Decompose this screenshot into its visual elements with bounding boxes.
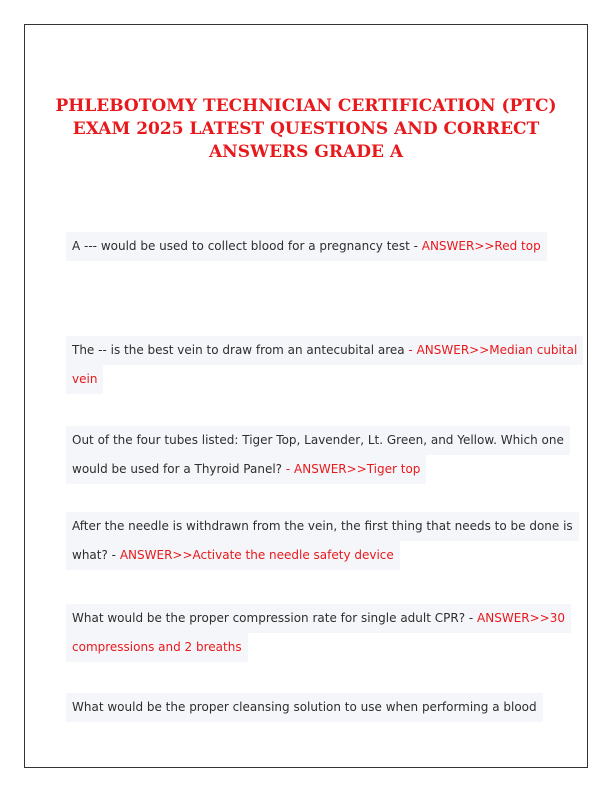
- question-text: would be used for a Thyroid Panel?: [72, 462, 286, 476]
- qa-line: [66, 232, 547, 261]
- question-item-5: [66, 604, 565, 662]
- question-text: A --- would be used to collect blood for a pregnancy test -: [72, 239, 422, 253]
- qa-line: [66, 541, 400, 570]
- qa-line: [66, 604, 571, 633]
- question-item-6: [66, 693, 546, 722]
- qa-line: [66, 336, 583, 365]
- document-title: [40, 95, 572, 164]
- question-item-3: [66, 426, 564, 484]
- question-item-2: [66, 336, 578, 394]
- answer-text: compressions and 2 breaths: [72, 640, 242, 654]
- question-text: The -- is the best vein to draw from an antecubital area: [72, 343, 409, 357]
- title-line-3: ANSWERS GRADE A: [208, 142, 404, 162]
- qa-line: [66, 455, 426, 484]
- question-text: Out of the four tubes listed: Tiger Top, Lavender, Lt. Green, and Yellow. Which one: [72, 433, 564, 447]
- answer-text: ANSWER>>Activate the needle safety device: [119, 548, 394, 562]
- answer-text: - ANSWER>>Median cubital: [408, 343, 578, 357]
- answer-text: - ANSWER>>Tiger top: [285, 462, 421, 476]
- question-text: After the needle is withdrawn from the vein, the first thing that needs to be done is: [72, 519, 573, 533]
- qa-line: [66, 365, 103, 394]
- qa-line: [66, 426, 570, 455]
- title-line-1: PHLEBOTOMY TECHNICIAN CERTIFICATION (PTC): [55, 96, 557, 116]
- qa-line: [66, 512, 579, 541]
- question-text: what? -: [72, 548, 120, 562]
- question-text: What would be the proper cleansing solution to use when performing a blood: [72, 700, 537, 714]
- answer-text: vein: [72, 372, 98, 386]
- question-item-1: [66, 232, 546, 261]
- question-item-4: [66, 512, 573, 570]
- answer-text: ANSWER>>30: [477, 611, 565, 625]
- answer-text: ANSWER>>Red top: [421, 239, 541, 253]
- question-text: What would be the proper compression rate for single adult CPR? -: [72, 611, 478, 625]
- qa-line: [66, 633, 248, 662]
- title-line-2: EXAM 2025 LATEST QUESTIONS AND CORRECT: [72, 119, 540, 139]
- qa-line: [66, 693, 543, 722]
